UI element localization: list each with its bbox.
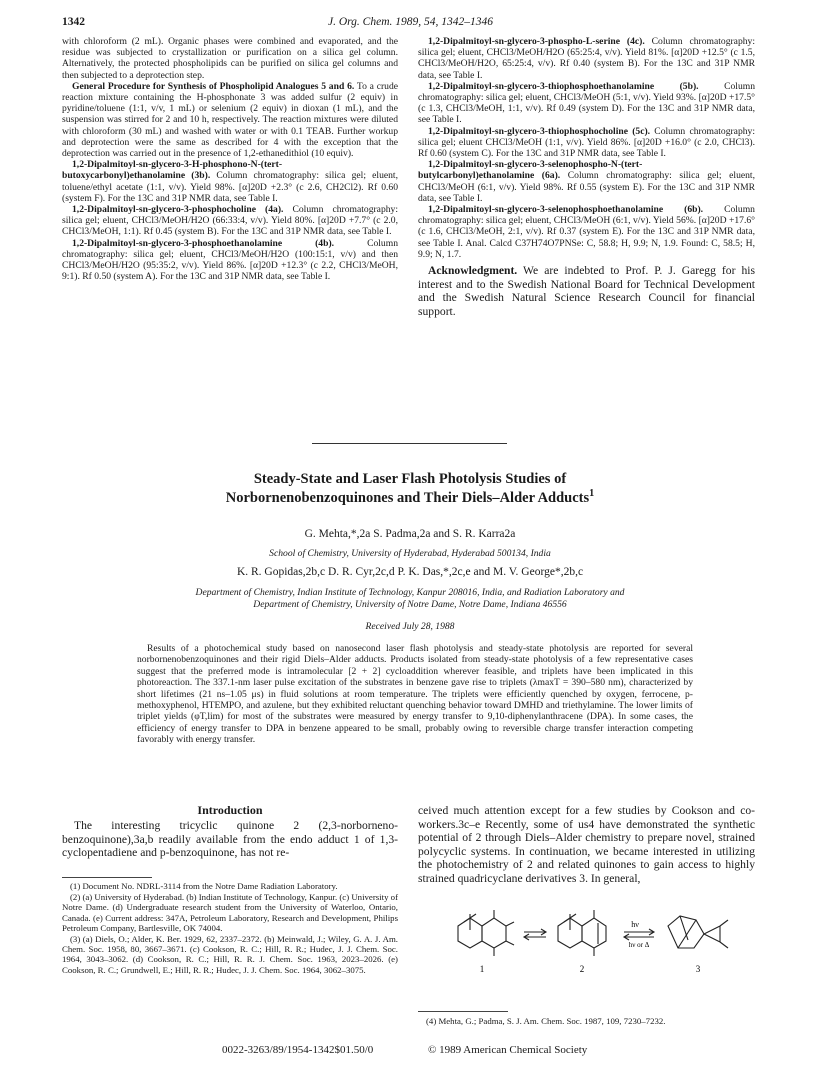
scheme-drawing [448, 896, 748, 976]
article-separator [312, 443, 507, 444]
footnote: (4) Mehta, G.; Padma, S. J. Am. Chem. Soc. 1987, 109, 7230–7232. [426, 1016, 666, 1026]
acknowledgment [418, 264, 755, 318]
paragraph-body: Column chromatography: silica gel; eluent, CHCl3/MeOH (6:1, v/v). Yield 56%. [α]20D +17.6° (c 1.6, CHCl3/MeOH, 2:1, v/v). Rf 0.37 (system E). For the 13C and 31P NMR data, see Table I. Anal. Calcd C37H74O7PNSe: C, 58.8; H, 9.9; N, 1.9. Found: C, 58.5; H, 9.9; N, 1.7. [418, 204, 755, 260]
chemical-scheme [448, 896, 748, 976]
footnote-rule [418, 1011, 508, 1012]
paragraph-heading: 1,2-Dipalmitoyl-sn-glycero-3-H-phosphono-N-(tert-butoxycarbonyl)ethanolamine (3b). [62, 159, 283, 182]
title-line: Steady-State and Laser Flash Photolysis Studies of [253, 471, 567, 487]
paragraph [418, 126, 755, 160]
compound-label: 2 [579, 964, 585, 974]
authors-line: G. Mehta,*,2a S. Padma,2a and S. R. Karra2a [304, 528, 516, 540]
footer-copyright: © 1989 American Chemical Society [428, 1044, 588, 1056]
paragraph-body: Column chromatography: silica gel; eluent, CHCl3/MeOH/H2O (66:33:4, v/v). Yield 80%. [α]20D +7.7° (c 2.0, CHCl3/MeOH, 1:1). Rf 0.45 (system B). For the 13C and 31P NMR data, see Table I. [62, 204, 398, 238]
footnote: (3) (a) Diels, O.; Alder, K. Ber. 1929, 62, 2337–2372. (b) Meinwald, J.; Wiley, G. A. J. Am. Chem. Soc. 1958, 80, 3667–3671. (c) Cookson, R. C.; Hill, R. R.; Hudec, J. J. Chem. Soc. 1964, 3043–3062. (d) Cookson, R. C.; Hill, R. R. J. Chem. Soc. 1963, 2023–2026. (e) Cookson, R. C.; Grundwell, E.; Hill, R. R.; Hudec, J. J. Chem. Soc. 1964, 3062–3075. [62, 934, 398, 975]
paragraph-body: To a crude reaction mixture containing the H-phosphonate 3 was added sulfur (2 equiv) in pyridine/toluene (1:1, v/v, 1 mL) or selenium (2 equiv) in dioxan (1 mL), and the suspension was stirred for 2 and 10 h, respectively. The reaction mixtures were diluted with chloroform (30 mL) and washed with water or with 0.1 TEAB. Further workup and deprotection were the same as described for 4 with the exception that the deprotection was carried out in the presence of 1,2-ethanedithiol (10 equiv). [62, 80, 398, 160]
section-heading: Introduction [197, 803, 263, 817]
paragraph-body: Column chromatography: silica gel; eluent, CHCl3/MeOH/H2O (65:25:4, v/v). Yield 81%. [α]20D +12.5° (c 1.5, CHCl3/MeOH/H2O, 65:25:4, v/v). Rf 0.40 (system B). For the 13C and 31P NMR data, see Table I. [418, 36, 755, 81]
paragraph [62, 81, 398, 159]
affiliation [60, 587, 760, 611]
journal-header: J. Org. Chem. 1989, 54, 1342–1346 [327, 16, 494, 28]
paragraph-body: Column chromatography: silica gel; eluent, CHCl3/MeOH/H2O (100:15:1, v/v) and then CHCl3/MeOH/H2O (95:35:2, v/v). Yield 86%. [α]20D +12.3° (c 2.2, CHCl3/MeOH, 9:1). Rf 0.50 (system A). For the 13C and 31P NMR data, see Table I. [62, 237, 398, 283]
left-column [62, 36, 398, 282]
title-line-text: Norbornenobenzoquinones and Their Diels–Alder Adducts [225, 490, 590, 506]
paragraph [418, 36, 755, 81]
title-line [60, 489, 760, 508]
footer-code: 0022-3263/89/1954-1342$01.50/0 [222, 1044, 374, 1056]
title-footnote-mark: 1 [589, 488, 595, 500]
received-date: Received July 28, 1988 [365, 621, 455, 632]
paragraph-body: Column chromatography: silica gel; eluent, CHCl3/MeOH (6:1, v/v). Yield 98%. Rf 0.55 (system E). For the 13C and 31P NMR data, see Table I. [418, 170, 755, 204]
footnotes-left [62, 881, 398, 976]
footnote-rule [62, 877, 152, 878]
compound-label: 3 [695, 964, 701, 974]
introduction-text: The interesting tricyclic quinone 2 (2,3-norborneno-benzoquinone),3a,b readily available from the endo adduct 1 of 1,3-cyclopentadiene and p-benzoquinone, has not re- [62, 819, 398, 860]
compound-label: 1 [479, 964, 485, 974]
footnote: (2) (a) University of Hyderabad. (b) Indian Institute of Technology, Kanpur. (c) University of Notre Dame. (d) Undergraduate research student from the University of Waterloo, Ontario, Canada. (e) Current address: 347A, Petroleum Laboratory, Research and Development, Philips Petroleum Company, Bartlesville, OK 74004. [62, 892, 398, 933]
authors-line: K. R. Gopidas,2b,c D. R. Cyr,2c,d P. K. Das,*,2c,e and M. V. George*,2b,c [236, 566, 584, 578]
paragraph-heading: 1,2-Dipalmitoyl-sn-glycero-3-phosphocholine (4a). [72, 204, 284, 216]
paragraph [418, 159, 755, 204]
paragraph-heading: 1,2-Dipalmitoyl-sn-glycero-3-phospho-L-serine (4c). [428, 36, 645, 47]
paragraph-heading: 1,2-Dipalmitoyl-sn-glycero-3-thiophosphoethanolamine (5b). [428, 80, 699, 92]
paragraph-body: Column chromatography: silica gel; eluent CHCl3/MeOH (1:1, v/v). Yield 86%. [α]20D +16.0° (c 2.0, CHCl3). Rf 0.60 (system C). For the 13C and 31P NMR data, see Table I. [418, 125, 755, 160]
paragraph-heading: 1,2-Dipalmitoyl-sn-glycero-3-selenophosphoethanolamine (6b). [428, 204, 704, 216]
footnote: (1) Document No. NDRL-3114 from the Notre Dame Radiation Laboratory. [70, 881, 338, 891]
paragraph [418, 81, 755, 126]
article-title [60, 470, 760, 508]
arrow-label-top: hν [631, 920, 639, 929]
affiliation-line: Department of Chemistry, University of Notre Dame, Notre Dame, Indiana 46556 [253, 599, 567, 610]
paragraph-heading: General Procedure for Synthesis of Phospholipid Analogues 5 and 6. [72, 80, 355, 92]
affiliation: School of Chemistry, University of Hyderabad, Hyderabad 500134, India [269, 548, 551, 559]
arrow-label-bottom: hν or Δ [628, 941, 650, 949]
paragraph-heading: 1,2-Dipalmitoyl-sn-glycero-3-selenophospho-N-(tert-butylcarbonyl)ethanolamine (6a). [418, 159, 643, 182]
abstract: Results of a photochemical study based on nanosecond laser flash photolysis and steady-state photolysis are reported for several norbornenobenzoquinones and their rigid Diels–Alder adducts. Products isolated from steady-state photolysis of a few representative cases suggest that the preferred mode is intramolecular [2 + 2] cycloaddition wherever feasible, and triplets have been implicated in this photoreaction. The 337.1-nm laser pulse excitation of the substrates in benzene gave rise to triplets (λmaxT = 390–580 nm), characterized by short lifetimes (21 ns–1.05 μs) in fluid solutions at room temperature. The triplets were efficiently quenched by oxygen, ferrocene, p-methoxyphenol, HTEMPO, and azulene, but they exhibited reluctant quenching behavior toward DMHD and triethylamine. The lower limits of triplet yields (φT,lim) for most of the substrates were measured by energy transfer to 9,10-diphenylanthracene (DPA). In some cases, the efficiency of energy transfer to DPA in benzene appeared to be small, probably owing to reversible charge transfer interaction competing favorably with energy transfer. [137, 643, 693, 746]
paragraph-heading: 1,2-Dipalmitoyl-sn-glycero-3-phosphoethanolamine (4b). [72, 237, 335, 249]
paragraph [418, 204, 755, 260]
introduction-text: ceived much attention except for a few studies by Cookson and co-workers.3c–e Recently, some of us4 have demonstrated the synthetic potential of 2 through Diels–Alder chemistry to prepare novel, strained polycyclic systems. In continuation, we became interested in utilizing the photochemistry of 2 and related quinones to gain access to highly strained quadricyclane derivatives 3. In general, [418, 804, 755, 885]
compound-1-structure [458, 910, 514, 956]
affiliation-line: Department of Chemistry, Indian Institute of Technology, Kanpur 208016, India, and Radiation Laboratory and [195, 587, 625, 598]
paragraph [62, 204, 398, 238]
acknowledgment-heading: Acknowledgment. [428, 264, 518, 278]
paragraph-body: Column chromatography: silica gel; eluent, toluene/ethyl acetate (1:1, v/v). Yield 98%. [α]20D +2.3° (c 2.6, CH2Cl2). Rf 0.60 (system F). For the 13C and 31P NMR data, see Table I. [62, 170, 398, 204]
acknowledgment-body: We are indebted to Prof. P. J. Garegg for his interest and to the Swedish National Board for Technical Development and the Swedish Natural Science Research Council for financial support. [418, 264, 755, 318]
paragraph: with chloroform (2 mL). Organic phases were combined and evaporated, and the residue was subjected to crystallization or purification on a silica gel column. Alternatively, the protected phospholipids can be purified on silica gel columns and then subjected to a deprotection step. [62, 36, 398, 81]
compound-3-structure [668, 916, 728, 948]
page-number: 1342 [62, 16, 85, 28]
compound-2-structure [558, 910, 606, 956]
paragraph-heading: 1,2-Dipalmitoyl-sn-glycero-3-thiophosphocholine (5c). [428, 125, 651, 137]
paragraph-body: Column chromatography: silica gel; eluent, CHCl3/MeOH (5:1, v/v). Yield 93%. [α]20D +17.5° (c 1.3, CHCl3/MeOH, 1:1, v/v). Rf 0.49 (system D). For the 13C and 31P NMR data, see Table I. [418, 80, 755, 126]
paragraph [62, 238, 398, 283]
paragraph [62, 159, 398, 204]
right-column [418, 36, 755, 318]
